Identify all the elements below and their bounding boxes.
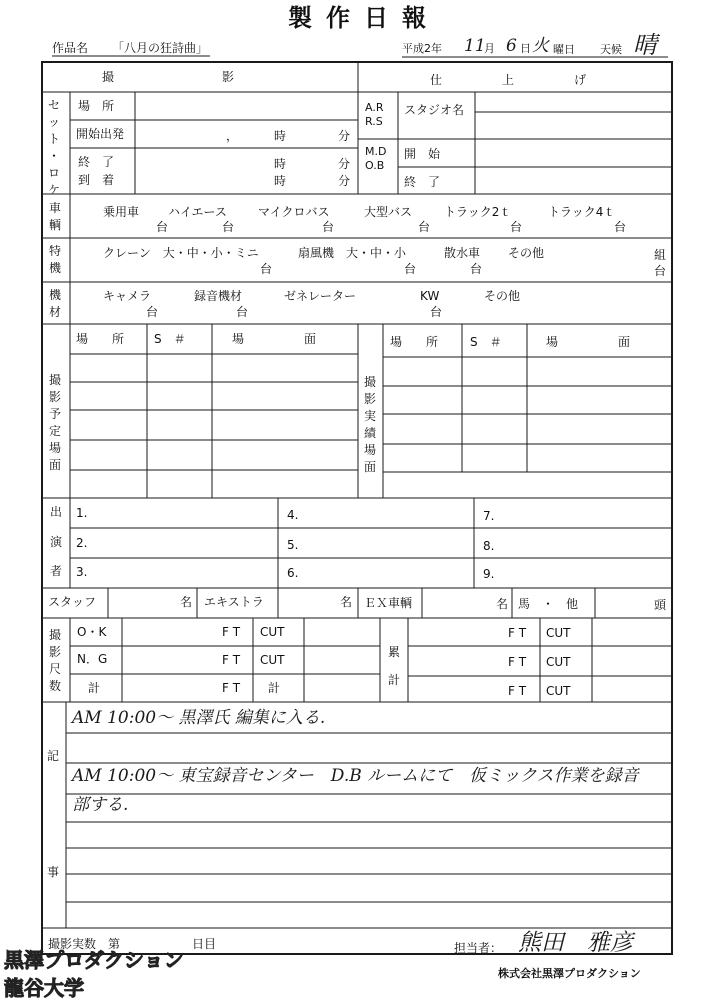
cast-number: 1. — [76, 506, 88, 520]
label-char: 尺 — [49, 662, 62, 676]
date-day: 6 — [506, 36, 517, 56]
weather-value: 晴 — [633, 31, 657, 59]
cast-number: 3. — [76, 565, 88, 579]
cut-label: CUT — [260, 653, 285, 667]
date-era: 平成2年 — [402, 42, 442, 55]
label-char: 累 — [388, 645, 401, 659]
unit-label: 台 — [510, 220, 523, 234]
label-char: ト — [48, 132, 61, 146]
cast-number: 4. — [287, 508, 299, 522]
section-shooting: 撮 影 — [102, 70, 235, 84]
note-line: AM 10:00～ 黒澤氏 編集に入る. — [72, 708, 326, 728]
special-label — [49, 243, 61, 277]
scene-scene-header: 場 面 — [546, 335, 631, 349]
unit-label: 台 — [236, 305, 249, 319]
title-char: 報 — [402, 4, 426, 32]
label-char: 特 — [49, 244, 62, 258]
days-unit: 日目 — [192, 937, 217, 951]
scene-sno-header: S ＃ — [154, 332, 186, 346]
label-char: ケ — [48, 183, 61, 197]
unit-people: 名 — [180, 595, 193, 609]
equipment-item: KW — [420, 289, 440, 303]
note-line: 部する. — [72, 795, 129, 815]
special-item: クレーン 大・中・小・ミニ — [103, 246, 259, 260]
weekday-unit: 曜日 — [553, 43, 575, 56]
ft-label: F T — [222, 681, 241, 695]
scene-sno-header: S ＃ — [470, 335, 502, 349]
vehicle-label — [49, 200, 61, 234]
watermark-line: 黒澤プロダクション — [4, 948, 184, 972]
special-item: 扇風機 大・中・小 — [298, 246, 407, 260]
cast-number: 2. — [76, 536, 88, 550]
unit-label: 台 — [654, 264, 667, 278]
footage-label — [49, 627, 61, 695]
ft-label: F T — [222, 625, 241, 639]
unit-head: 頭 — [654, 598, 667, 612]
cast-number: 9. — [483, 567, 495, 581]
cumulative-label — [388, 638, 400, 694]
special-item: その他 — [508, 246, 545, 260]
unit-label: 台 — [430, 305, 443, 319]
label-char: 績 — [364, 426, 377, 440]
label-char: 輌 — [49, 218, 62, 232]
studio-label: スタジオ名 — [404, 103, 465, 117]
label-char: 機 — [49, 261, 62, 275]
hour-label: 時 — [274, 174, 287, 188]
finish-start-label: 開 始 — [404, 147, 441, 161]
cast-number: 8. — [483, 539, 495, 553]
vehicle-item: 乗用車 — [103, 205, 140, 219]
label-char: 面 — [364, 460, 377, 474]
date-day-unit: 日 — [520, 42, 531, 55]
unit-label: 台 — [322, 220, 335, 234]
unit-label: 台 — [470, 262, 483, 276]
ft-label: F T — [222, 653, 241, 667]
label-char: 予 — [49, 407, 62, 421]
scene-plan-label — [49, 372, 61, 474]
ex-car-label: ＥＸ車輌 — [364, 596, 413, 610]
unit-label: 台 — [418, 220, 431, 234]
ars-label: R.S — [365, 115, 383, 128]
min-label: 分 — [338, 129, 351, 143]
cut-label: CUT — [546, 655, 571, 669]
min-label: 分 — [338, 174, 351, 188]
label-char: 撮 — [49, 373, 62, 387]
comma-mark: ， — [226, 129, 239, 143]
label-char: 車 — [49, 201, 62, 215]
staff-label: スタッフ — [48, 595, 97, 609]
cast-number: 7. — [483, 509, 495, 523]
min-label: 分 — [338, 157, 351, 171]
horse-label: 馬 ・ 他 — [518, 597, 579, 611]
label-char: 材 — [49, 305, 62, 319]
label-char: 影 — [364, 392, 377, 406]
ars-label: A.R — [365, 101, 384, 114]
scene-scene-header: 場 面 — [232, 332, 317, 346]
unit-label: 台 — [222, 220, 235, 234]
days-label: 撮影実数 第 — [48, 937, 121, 951]
extra-label: エキストラ — [204, 595, 264, 609]
title-char: 日 — [364, 4, 388, 32]
vehicle-item: トラック4ｔ — [548, 205, 616, 219]
label-char: ロ — [48, 166, 61, 180]
label-char: 場 — [49, 441, 62, 455]
notes-label-top: 記 — [47, 749, 60, 763]
depart-label: 開始出発 — [76, 127, 125, 141]
unit-label: 台 — [156, 220, 169, 234]
label-char: 面 — [49, 458, 62, 472]
ft-label: F T — [508, 655, 527, 669]
label-char: 影 — [49, 390, 62, 404]
work-label: 作品名 — [52, 41, 89, 55]
label-char: セ — [48, 98, 61, 112]
unit-label: 台 — [404, 262, 417, 276]
note-line: AM 10:00～ 東宝録音センター D.B ルームにて 仮ミックス作業を録音 — [72, 766, 639, 786]
person-name: 熊田 雅彦 — [518, 930, 633, 956]
vehicle-item: マイクロバス — [258, 205, 330, 219]
equipment-item: キャメラ — [103, 289, 152, 303]
label-char: 撮 — [49, 628, 62, 642]
scene-actual-label — [364, 374, 376, 476]
vehicle-item: トラック2ｔ — [444, 205, 512, 219]
label-char: 実 — [364, 409, 377, 423]
equipment-item: 録音機材 — [194, 289, 243, 303]
cast-number: 5. — [287, 538, 299, 552]
label-char: 機 — [49, 288, 62, 302]
finish-end-label: 終 了 — [404, 175, 441, 189]
label-char: 場 — [364, 443, 377, 457]
vehicle-item: 大型バス — [364, 205, 413, 219]
title-char: 作 — [326, 4, 350, 32]
label-char: 影 — [49, 645, 62, 659]
equipment-label — [49, 287, 61, 321]
cast-label-char: 出 — [50, 505, 63, 519]
special-item: 散水車 — [444, 246, 481, 260]
cast-number: 6. — [287, 566, 299, 580]
total-label: 計 — [88, 681, 101, 695]
ok-label: O・K — [77, 625, 107, 639]
vehicle-item: ハイエース — [168, 205, 227, 219]
arrive-label: 到 着 — [78, 173, 115, 187]
cast-label-char: 者 — [50, 564, 63, 578]
company-name: 株式会社黒澤プロダクション — [498, 967, 641, 980]
ft-label: F T — [508, 684, 527, 698]
label-char: 撮 — [364, 375, 377, 389]
ng-label: N．G — [77, 652, 108, 666]
scene-place-header: 場 所 — [76, 332, 125, 346]
watermark-line: 龍谷大学 — [4, 976, 84, 1000]
weather-label: 天候 — [600, 43, 622, 56]
date-month: 11 — [464, 36, 486, 56]
section-finishing: 仕 上 げ — [430, 73, 587, 87]
unit-label: 台 — [260, 262, 273, 276]
label-char: 数 — [49, 679, 62, 693]
label-char: ッ — [48, 115, 61, 129]
mdob-label: O.B — [365, 159, 385, 172]
cut-label: CUT — [260, 625, 285, 639]
date-month-unit: 月 — [484, 42, 495, 55]
cast-label-char: 演 — [50, 535, 63, 549]
notes-label-bottom: 事 — [47, 865, 60, 879]
weekday: 火 — [532, 36, 549, 56]
scene-place-header: 場 所 — [390, 335, 439, 349]
label-char: 定 — [49, 424, 62, 438]
mdob-label: M.D — [365, 145, 387, 158]
unit-label: 台 — [146, 305, 159, 319]
equipment-item: その他 — [484, 289, 521, 303]
label-char: ・ — [48, 149, 61, 163]
unit-set-label: 組 — [654, 248, 667, 262]
end-label: 終 了 — [78, 155, 115, 169]
unit-people: 名 — [496, 597, 509, 611]
hour-label: 時 — [274, 129, 287, 143]
unit-people: 名 — [340, 595, 353, 609]
equipment-item: ゼネレーター — [284, 289, 357, 303]
unit-label: 台 — [614, 220, 627, 234]
hour-label: 時 — [274, 157, 287, 171]
label-char: 計 — [388, 673, 401, 687]
place-label: 場 所 — [78, 99, 115, 113]
cut-label: CUT — [546, 626, 571, 640]
total-label: 計 — [268, 681, 281, 695]
ft-label: F T — [508, 626, 527, 640]
title-char: 製 — [288, 4, 312, 32]
person-label: 担当者： — [454, 941, 503, 955]
set-loc-label — [48, 97, 60, 199]
work-title: 「八月の狂詩曲」 — [112, 41, 209, 55]
cut-label: CUT — [546, 684, 571, 698]
